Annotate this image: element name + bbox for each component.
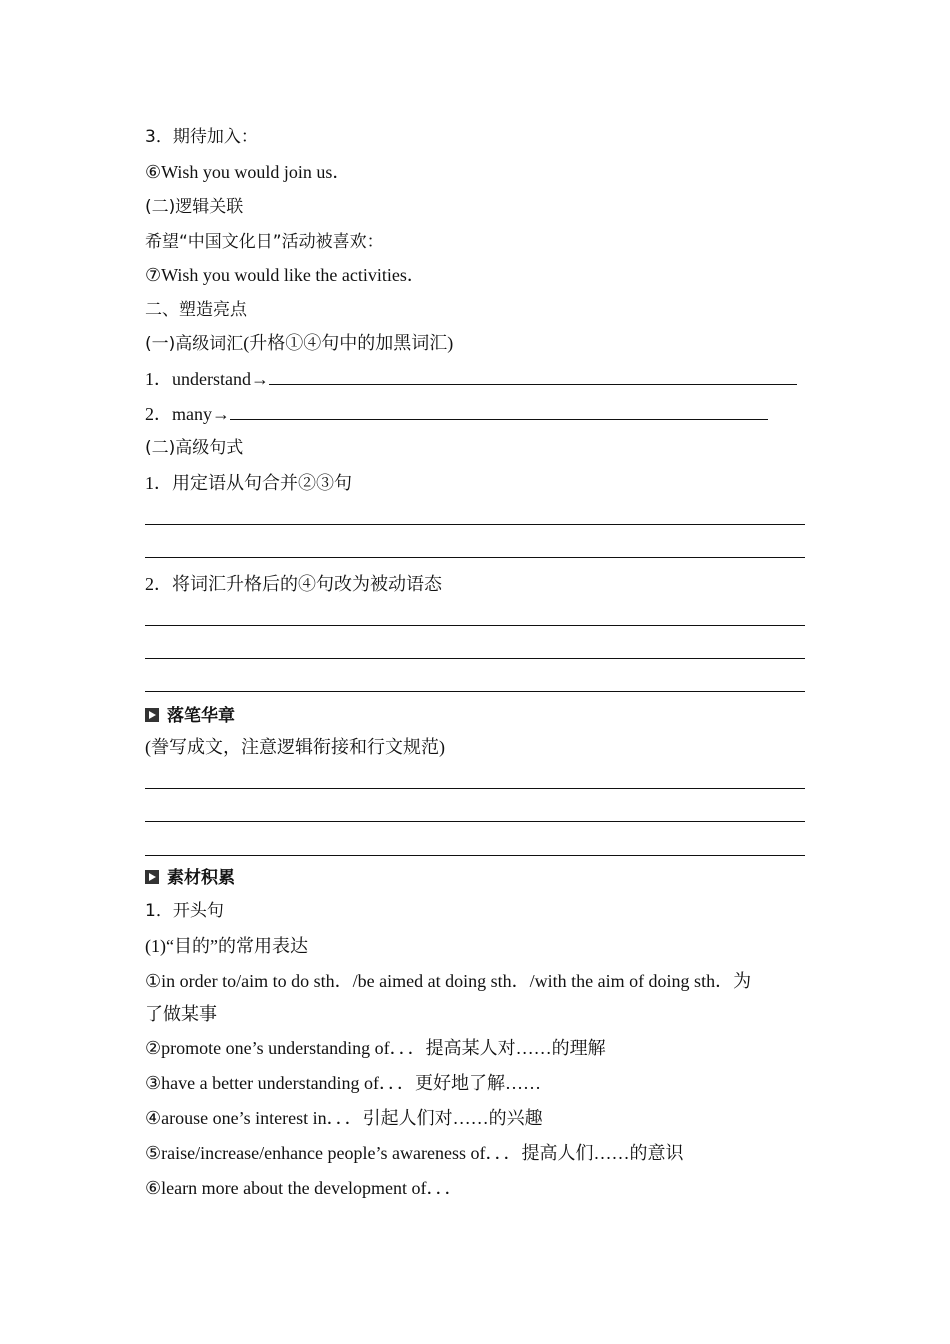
answer-line[interactable] xyxy=(145,625,805,626)
expression-1-continued: 了做某事 xyxy=(145,1004,217,1024)
answer-blank-2[interactable] xyxy=(230,401,768,420)
task-2: 2．将词汇升格后的④句改为被动语态 xyxy=(145,574,442,594)
material-section-heading xyxy=(145,866,235,890)
answer-line[interactable] xyxy=(145,557,805,558)
answer-line[interactable] xyxy=(145,658,805,659)
advanced-vocab-heading xyxy=(145,331,453,356)
vocab-item-1-label: 1．understand→ xyxy=(145,369,269,389)
answer-line[interactable] xyxy=(145,855,805,856)
expression-4: ④arouse one’s interest in．．．引起人们对……的兴趣 xyxy=(145,1108,543,1128)
highlight-section-heading: 二、塑造亮点 xyxy=(145,300,247,320)
expression-2: ②promote one’s understanding of．．．提高某人对……的理解 xyxy=(145,1038,606,1058)
purpose-expressions-heading: (1)“目的”的常用表达 xyxy=(145,936,308,956)
item-3-heading: 3．期待加入： xyxy=(145,127,258,147)
expression-5: ⑤raise/increase/enhance people’s awareness of．．．提高人们……的意识 xyxy=(145,1143,684,1163)
expression-6: ⑥learn more about the development of．．． xyxy=(145,1178,463,1198)
writing-instruction: (誊写成文，注意逻辑衔接和行文规范) xyxy=(145,737,445,757)
writing-section-heading xyxy=(145,704,235,728)
answer-blank-1[interactable] xyxy=(269,366,797,385)
expression-1: ①in order to/aim to do sth．/be aimed at doing sth．/with the aim of doing sth．为 xyxy=(145,971,752,991)
vocab-item-2-label: 2．many→ xyxy=(145,404,230,424)
expression-3: ③have a better understanding of．．．更好地了解…… xyxy=(145,1073,542,1093)
play-icon xyxy=(145,708,159,722)
task-1: 1．用定语从句合并②③句 xyxy=(145,473,352,493)
answer-line[interactable] xyxy=(145,821,805,822)
logic-heading: (二)逻辑关联 xyxy=(145,197,244,217)
sentence-7: ⑦Wish you would like the activities． xyxy=(145,265,425,285)
writing-section-title: 落笔华章 xyxy=(167,706,235,726)
play-icon xyxy=(145,870,159,884)
vocab-item-2 xyxy=(145,401,768,426)
vocab-item-1 xyxy=(145,366,797,391)
answer-line[interactable] xyxy=(145,788,805,789)
hope-heading: 希望“中国文化日”活动被喜欢： xyxy=(145,232,384,252)
opening-sentences-heading: 1．开头句 xyxy=(145,901,224,921)
sentence-6: ⑥Wish you would join us． xyxy=(145,162,351,182)
advanced-vocab-title: (一)高级词汇 xyxy=(145,334,244,354)
material-section-title: 素材积累 xyxy=(167,868,235,888)
advanced-sentence-heading: (二)高级句式 xyxy=(145,438,244,458)
advanced-vocab-note: (升格①④句中的加黑词汇) xyxy=(243,333,454,353)
answer-line[interactable] xyxy=(145,524,805,525)
answer-line[interactable] xyxy=(145,691,805,692)
